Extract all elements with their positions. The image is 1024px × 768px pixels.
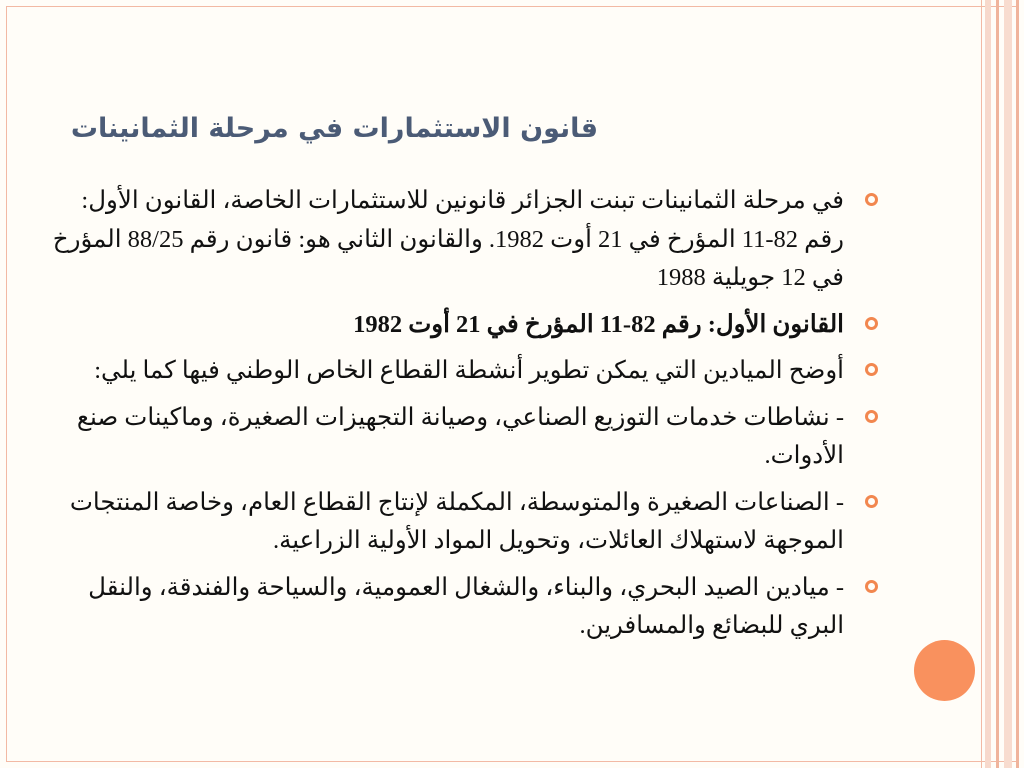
side-stripe [996, 0, 999, 768]
bullet-text: - الصناعات الصغيرة والمتوسطة، المكملة لإنتاج القطاع العام، وخاصة المنتجات الموجهة لاستهلاك العائلات، وتحويل المواد الأولية الزراعية. [69, 488, 844, 554]
bullet-icon [865, 317, 878, 330]
bullet-icon [865, 580, 878, 593]
side-stripe [985, 0, 991, 768]
bullet-text: في مرحلة الثمانينات تبنت الجزائر قانونين للاستثمارات الخاصة، القانون الأول: رقم 82-11 المؤرخ في 21 أوت 1982. والقانون الثاني هو: قانون رقم 88/25 المؤرخ في 12 جويلية 1988 [52, 187, 844, 291]
bullet-item [40, 484, 878, 561]
bullet-icon [865, 193, 878, 206]
bullet-list [40, 182, 878, 654]
bullet-text: أوضح الميادين التي يمكن تطوير أنشطة القطاع الخاص الوطني فيها كما يلي: [94, 357, 844, 384]
bullet-item [40, 352, 878, 391]
bullet-item [40, 569, 878, 646]
bullet-text: - نشاطات خدمات التوزيع الصناعي، وصيانة التجهيزات الصغيرة، وماكينات صنع الأدوات. [76, 403, 844, 469]
bullet-text: - ميادين الصيد البحري، والبناء، والشغال العمومية، والسياحة والفندقة، والنقل البري للبضائع والمسافرين. [88, 573, 844, 639]
bullet-item [40, 306, 878, 345]
bullet-icon [865, 410, 878, 423]
decorative-circle [914, 640, 975, 701]
bullet-item [40, 182, 878, 298]
bullet-text: القانون الأول: رقم 82-11 المؤرخ في 21 أوت 1982 [353, 310, 844, 338]
slide-title: قانون الاستثمارات في مرحلة الثمانينات [70, 113, 598, 144]
bullet-item [40, 399, 878, 476]
side-stripe [1004, 0, 1012, 768]
side-stripe [1016, 0, 1019, 768]
bullet-icon [865, 495, 878, 508]
bullet-icon [865, 363, 878, 376]
